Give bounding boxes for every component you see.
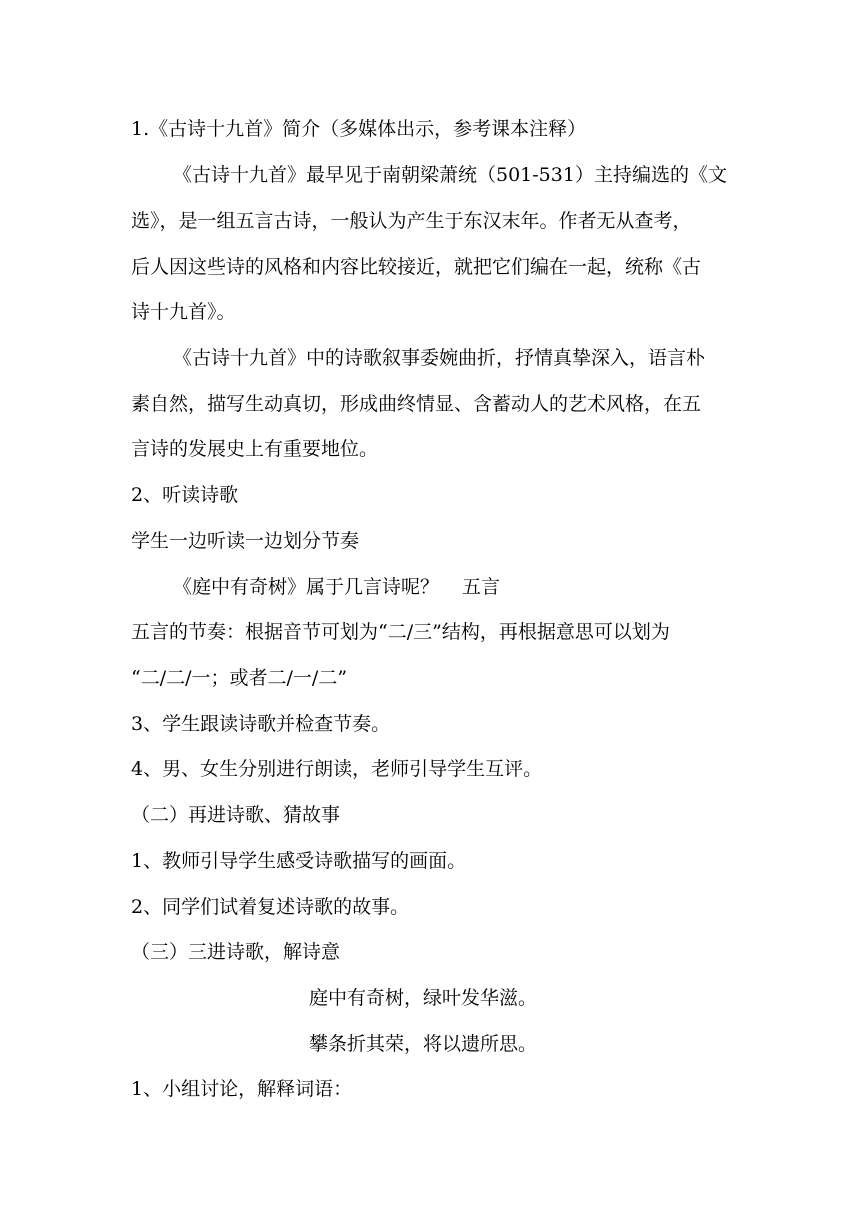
intro-heading: 1.《古诗十九首》简介（多媒体出示，参考课本注释）	[131, 118, 587, 140]
scene-feeling-item: 1、教师引导学生感受诗歌描写的画面。	[131, 850, 467, 872]
style-paragraph-line: 言诗的发展史上有重要地位。	[131, 438, 379, 460]
style-paragraph-line: 素自然，描写生动真切，形成曲终情显、含蓄动人的艺术风格，在五	[131, 393, 702, 415]
poem-type-question: 《庭中有奇树》属于几言诗呢？	[173, 576, 440, 598]
intro-paragraph-line: 诗十九首》。	[131, 301, 236, 323]
vocabulary-discussion-item: 1、小组讨论，解释词语：	[131, 1078, 353, 1100]
poem-line: 攀条折其荣，将以遗所思。	[309, 1033, 538, 1055]
listen-instruction: 学生一边听读一边划分节奏	[131, 530, 360, 552]
rhythm-explanation-line: 五言的节奏：根据音节可划为“二/三”结构，再根据意思可以划为	[131, 621, 670, 643]
story-retell-item: 2、同学们试着复述诗歌的故事。	[131, 896, 410, 918]
section-two-heading: （二）再进诗歌、猜故事	[131, 804, 341, 826]
poem-line: 庭中有奇树，绿叶发华滋。	[309, 987, 538, 1009]
style-paragraph-line: 《古诗十九首》中的诗歌叙事委婉曲折，抒情真挚深入，语言朴	[173, 347, 706, 369]
poem-type-answer: 五言	[462, 576, 501, 598]
intro-paragraph-line: 选》，是一组五言古诗，一般认为产生于东汉末年。作者无从查考，	[131, 210, 692, 232]
intro-paragraph-line: 后人因这些诗的风格和内容比较接近，就把它们编在一起，统称《古	[131, 256, 702, 278]
rhythm-explanation-line: “二/二/一；或者二/一/二”	[131, 667, 348, 689]
follow-read-item: 3、学生跟读诗歌并检查节奏。	[131, 713, 391, 735]
question-line	[173, 575, 500, 599]
listen-heading: 2、听读诗歌	[131, 484, 239, 506]
intro-paragraph-line: 《古诗十九首》最早见于南朝梁萧统（501-531）主持编选的《文	[173, 164, 727, 186]
group-reading-item: 4、男、女生分别进行朗读，老师引导学生互评。	[131, 758, 543, 780]
section-three-heading: （三）三进诗歌，解诗意	[131, 941, 341, 963]
